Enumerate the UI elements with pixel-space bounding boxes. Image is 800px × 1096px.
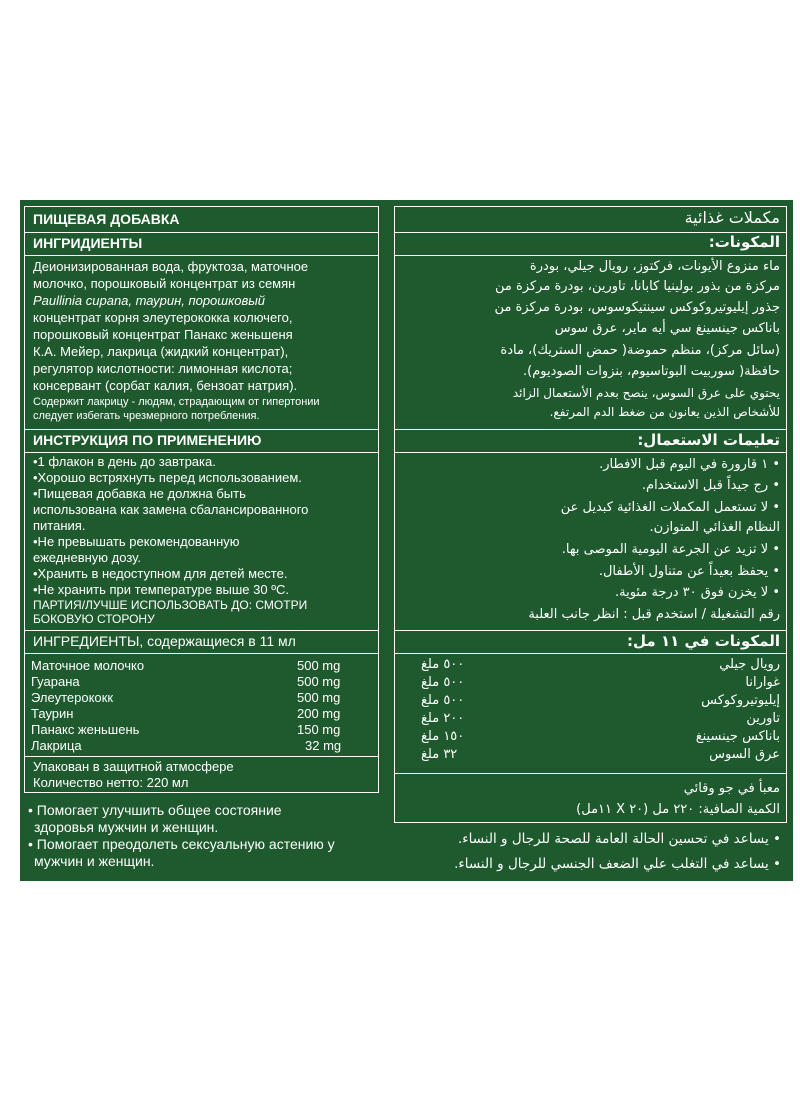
divider [25,429,378,430]
benefit-line: здоровья мужчин и женщин. [34,819,219,835]
text-line: Деионизированная вода, фруктоза, маточное [33,259,309,274]
text-line: Paullinia cupana, таурин, порошковый [33,293,266,308]
text-line: مركزة من بذور بولينيا كابانا، تاورين، بودرة مركزة من [495,279,780,294]
text-line: يحتوي على عرق السوس، ينصح بعدم الأستعمال الزائد [512,386,780,400]
table-row [31,690,372,706]
table-row [31,722,372,738]
ingredient-name: عرق السوس [709,747,780,762]
text-line: • لا تزيد عن الجرعة اليومية الموصى بها. [561,542,780,557]
ingredient-name: باناكس جينسينغ [695,729,780,744]
ingredient-name: Таурин [31,706,74,721]
ru-net-quantity: Количество нетто: 220 мл [33,775,189,790]
divider [25,653,378,654]
ingredient-amount: ٥٠٠ ملغ [421,693,465,708]
ingredient-name: إيليوتيروكوكس [701,693,780,708]
ru-ingredients-heading: ИНГРИДИЕНТЫ [33,235,143,251]
table-row [401,711,780,728]
text-line: • يحفظ بعيداً عن متناول الأطفال. [598,564,780,579]
benefit-line: • يساعد في تحسين الحالة العامة للصحة للرجال و النساء. [457,831,781,847]
text-line: • لا تستعمل المكملات الغذائية كبديل عن [560,500,780,515]
ru-title: ПИЩЕВАЯ ДОБАВКА [33,211,180,227]
arabic-main-box [394,206,787,823]
ingredient-amount: 500 mg [297,690,341,705]
text-line: •Хорошо встряхнуть перед использованием. [33,470,302,485]
text-line: • لا يخزن فوق ٣٠ درجة مئوية. [615,585,780,600]
ingredient-name: رويال جيلي [719,657,780,672]
ingredient-amount: ٢٠٠ ملغ [421,711,465,726]
text-line: للأشخاص الذين يعانون من ضغط الدم المرتفع. [549,405,780,419]
text-line: питания. [33,518,86,533]
text-line: •1 флакон в день до завтрака. [33,454,216,469]
table-row [401,693,780,710]
ingredient-amount: 150 mg [297,722,341,737]
table-row [401,657,780,674]
divider [395,630,786,631]
divider [25,756,378,757]
benefit-line: • Помогает преодолеть сексуальную астению у [28,836,335,852]
ingredient-name: Лакрица [31,738,82,753]
divider [395,429,786,430]
table-row [31,738,372,754]
ingredient-name: غوارانا [745,675,780,690]
warning-line: следует избегать чрезмерного потребления. [33,410,260,422]
text-line: молочко, порошковый концентрат из семян [33,276,296,291]
text-line: جذور إيليوتيروكوكس سينتيكوسوس، بودرة مركزة من [494,300,780,315]
ar-net-quantity: الكمية الصافية: ٢٢٠ مل (٢٠ X ١١مل) [576,802,780,817]
text-line: консервант (сорбат калия, бензоат натрия). [33,378,298,393]
ingredient-name: Гуарана [31,674,80,689]
ingredient-name: Маточное молочко [31,658,145,673]
text-line: концентрат корня элеутерококка колючего, [33,310,293,325]
ingredient-amount: 32 mg [305,738,342,753]
text-line: النظام الغذائي المتوازن. [649,520,780,535]
benefit-line: • يساعد في التغلب علي الضعف الجنسي للرجال و النساء. [454,856,781,872]
benefit-line: • Помогает улучшить общее состояние [28,802,282,818]
text-line: • ١ قارورة في اليوم قبل الافطار. [599,457,780,472]
divider [395,255,786,256]
table-row [31,706,372,722]
ar-title: مكملات غذائية [684,208,780,227]
text-line: حافظة( سوربيت البوتاسيوم، بنزوات الصوديوم). [523,364,780,379]
text-line: •Не превышать рекомендованную [33,534,240,549]
table-row [31,658,372,674]
ru-packed-line: Упакован в защитной атмосфере [33,759,234,774]
ru-instructions-heading: ИНСТРУКЦИЯ ПО ПРИМЕНЕНИЮ [33,432,262,448]
text-line: использована как замена сбалансированного [33,502,309,517]
ar-per-ml-heading: المكونات في ١١ مل: [627,632,780,650]
ingredient-amount: ١٥٠ ملغ [421,729,465,744]
text-line: ежедневную дозу. [33,550,141,565]
text-line: •Не хранить при температуре выше 30 ºC. [33,582,289,597]
table-row [401,747,780,764]
ingredient-amount: ٥٠٠ ملغ [421,657,465,672]
table-row [401,675,780,692]
ar-packed-line: معبأ في جو وقائي [683,781,780,796]
table-row [401,729,780,746]
ingredient-name: Панакс женьшень [31,722,140,737]
batch-line: رقم التشغيلة / استخدم قبل : انظر جانب العلبة [528,607,780,622]
divider [25,452,378,453]
text-line: ماء منزوع الأيونات، فركتوز، رويال جيلي، بودرة [529,259,780,274]
text-line: باناكس جينسينغ سي أيه ماير، عرق سوس [554,321,780,336]
text-line: порошковый концентрат Панакс женьшеня [33,327,293,342]
benefit-line: мужчин и женщин. [34,853,155,869]
batch-line: ПАРТИЯ/ЛУЧШЕ ИСПОЛЬЗОВАТЬ ДО: СМОТРИ [33,598,308,612]
divider [395,653,786,654]
ar-ingredients-heading: المكونات: [708,233,780,251]
ingredient-amount: 500 mg [297,658,341,673]
ingredient-amount: ٣٢ ملغ [421,747,458,762]
table-row [31,674,372,690]
text-line: (سائل مركز)، منظم حموضة( حمض الستريك)، مادة [500,343,780,358]
ingredient-amount: 200 mg [297,706,341,721]
divider [395,452,786,453]
ingredient-amount: 500 mg [297,674,341,689]
ru-per-ml-heading: ИНГРЕДИЕНТЫ, содержащиеся в 11 мл [33,633,296,649]
divider [25,630,378,631]
text-line: •Хранить в недоступном для детей месте. [33,566,288,581]
batch-line: БОКОВУЮ СТОРОНУ [33,612,155,626]
text-line: К.А. Мейер, лакрица (жидкий концентрат), [33,344,289,359]
text-line: регулятор кислотности: лимонная кислота; [33,361,293,376]
ar-instructions-heading: تعليمات الاستعمال: [637,431,780,449]
ingredient-name: تاورين [746,711,780,726]
text-line: • رج جيداً قبل الاستخدام. [641,478,780,493]
divider [395,773,786,774]
divider [25,255,378,256]
product-label-panel [20,200,793,881]
text-line: •Пищевая добавка не должна быть [33,486,246,501]
ingredient-amount: ٥٠٠ ملغ [421,675,465,690]
divider [25,232,378,233]
warning-line: Содержит лакрицу - людям, страдающим от гипертонии [33,396,320,408]
ingredient-name: Элеутерококк [31,690,114,705]
russian-main-box [24,206,379,793]
